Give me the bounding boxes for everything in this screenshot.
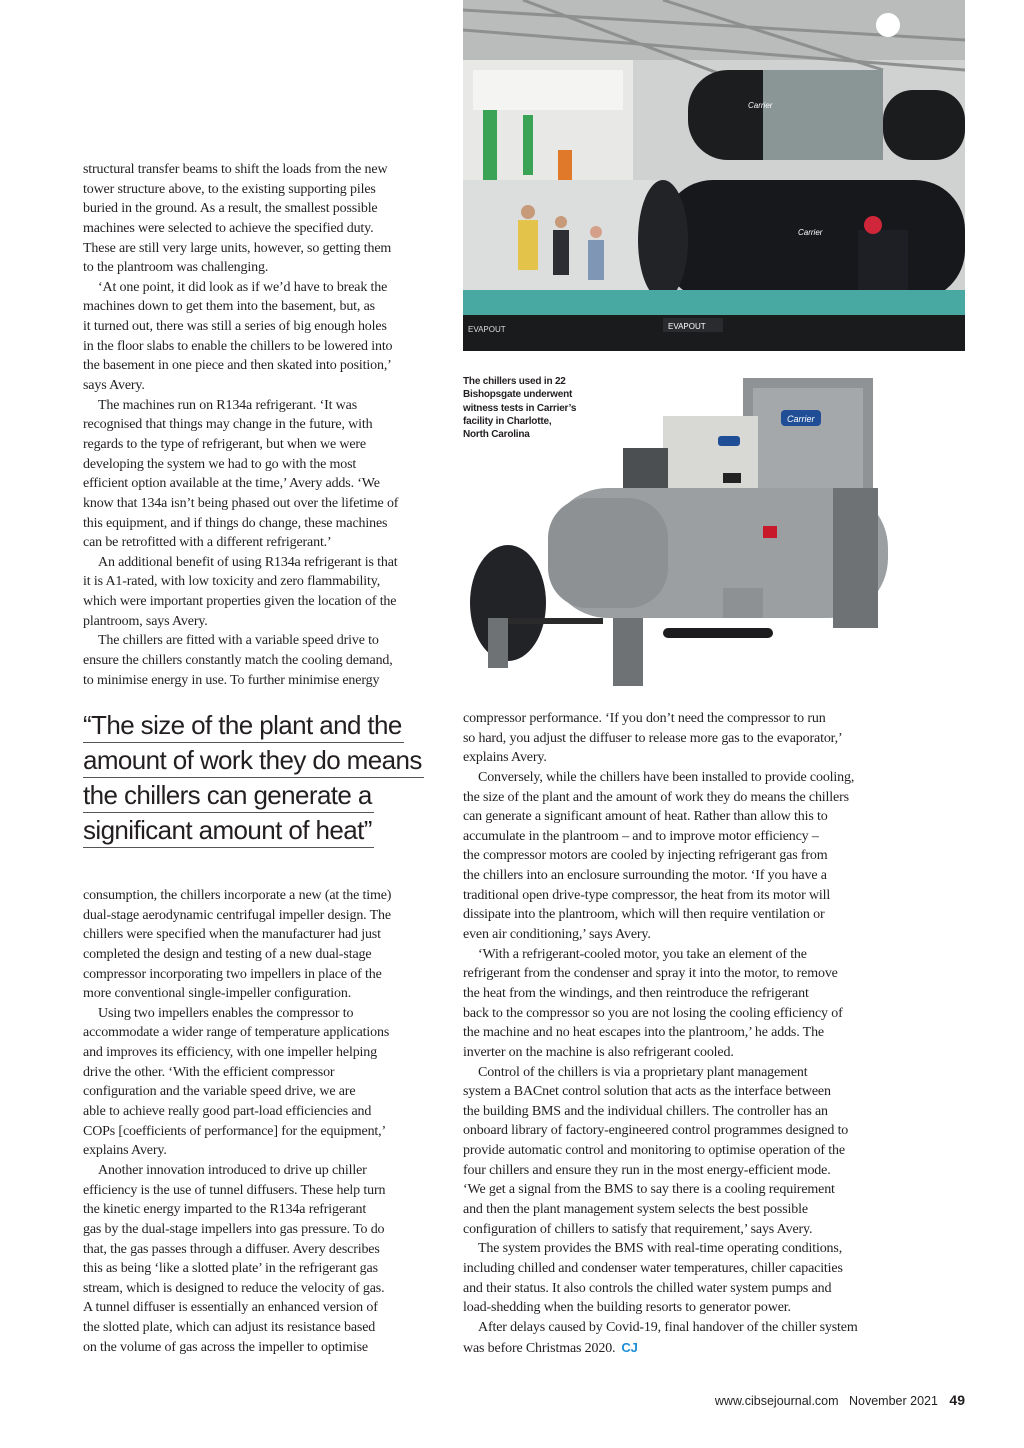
text-line bbox=[83, 396, 398, 416]
text-line bbox=[83, 278, 398, 298]
text-line bbox=[83, 572, 398, 592]
text-line bbox=[83, 1298, 391, 1318]
caption-line: witness tests in Carrier’s bbox=[463, 402, 577, 414]
text-line bbox=[463, 925, 858, 945]
text-line-content: traditional open drive-type compressor, the heat from its motor will bbox=[463, 887, 831, 903]
text-line-content: and improves its efficiency, with one impeller helping bbox=[83, 1045, 377, 1061]
text-line-content: the kinetic energy imparted to the R134a refrigerant bbox=[83, 1202, 367, 1218]
text-line-content: to the plantroom was challenging. bbox=[83, 260, 269, 276]
footer-issue: November 2021 bbox=[848, 1394, 938, 1408]
text-line-content: the chillers into an enclosure surrounding the motor. ‘If you have a bbox=[463, 868, 827, 884]
text-line bbox=[463, 1102, 858, 1122]
text-line bbox=[463, 748, 858, 768]
pull-quote-line: the chillers can generate a bbox=[83, 779, 374, 813]
text-line bbox=[463, 1023, 858, 1043]
text-line bbox=[83, 925, 391, 945]
page-footer bbox=[715, 1392, 965, 1408]
text-line-content: These are still very large units, however, so getting them bbox=[83, 240, 392, 256]
caption-line: Bishopsgate underwent bbox=[463, 389, 573, 401]
text-line bbox=[83, 984, 391, 1004]
text-line-content: buried in the ground. As a result, the smallest possible bbox=[83, 201, 378, 217]
text-line bbox=[463, 1043, 858, 1063]
text-line bbox=[83, 533, 398, 553]
text-line bbox=[83, 297, 398, 317]
text-line bbox=[83, 160, 398, 180]
text-line-content: dissipate into the plantroom, which will then require ventilation or bbox=[463, 907, 825, 923]
text-line bbox=[463, 905, 858, 925]
text-line-content: ‘We get a signal from the BMS to say there is a cooling requirement bbox=[463, 1182, 835, 1198]
caption-line: facility in Charlotte, bbox=[463, 415, 552, 427]
text-line bbox=[463, 846, 858, 866]
text-line-content: that, the gas passes through a diffuser. Avery describes bbox=[83, 1241, 380, 1257]
text-line bbox=[463, 1239, 858, 1259]
text-line-content: accumulate in the plantroom – and to improve motor efficiency – bbox=[463, 828, 819, 844]
article-column-left-top bbox=[83, 160, 398, 690]
footer-url[interactable]: www.cibsejournal.com bbox=[714, 1394, 839, 1408]
text-line-content: drive the other. ‘With the efficient compressor bbox=[83, 1064, 335, 1080]
text-line bbox=[463, 1259, 858, 1279]
text-line bbox=[463, 984, 858, 1004]
text-line bbox=[83, 317, 398, 337]
text-line-content: the machine and no heat escapes into the plantroom,’ he adds. The bbox=[463, 1025, 824, 1041]
text-line-content: efficient option available at the time,’ Avery adds. ‘We bbox=[83, 476, 380, 492]
text-line bbox=[83, 631, 398, 651]
text-line-content: ensure the chillers constantly match the cooling demand, bbox=[83, 653, 393, 669]
text-line-content: configuration and the variable speed drive, we are bbox=[83, 1084, 356, 1100]
text-line bbox=[83, 1043, 391, 1063]
text-line-content: to minimise energy in use. To further minimise energy bbox=[83, 672, 380, 688]
text-line bbox=[83, 671, 398, 691]
text-line bbox=[83, 651, 398, 671]
text-line-content: it is A1-rated, with low toxicity and zero flammability, bbox=[83, 574, 381, 590]
text-line-content: configuration of chillers to satisfy that requirement,’ says Avery. bbox=[463, 1221, 813, 1237]
text-line-content: recognised that things may change in the future, with bbox=[83, 417, 373, 433]
text-line bbox=[83, 1063, 391, 1083]
text-line bbox=[463, 886, 858, 906]
text-line bbox=[83, 965, 391, 985]
text-line bbox=[463, 1121, 858, 1141]
text-line bbox=[463, 709, 858, 729]
text-line-content: this equipment, and if things do change, these machines bbox=[83, 515, 388, 531]
text-line-content: on the volume of gas across the impeller to optimise bbox=[83, 1339, 368, 1355]
text-line-content: more conventional single-impeller configuration. bbox=[83, 986, 352, 1002]
text-line-content: back to the compressor so you are not losing the cooling efficiency of bbox=[463, 1005, 843, 1021]
pipe-label: EVAPOUT bbox=[468, 325, 506, 334]
chiller-brand-label: Carrier bbox=[787, 414, 815, 424]
text-line bbox=[83, 455, 398, 475]
text-line-content: machines down to get them into the basement, but, as bbox=[83, 299, 375, 315]
text-line-content: The chillers are fitted with a variable speed drive to bbox=[98, 633, 379, 649]
text-line-content: After delays caused by Covid-19, final handover of the chiller system bbox=[478, 1319, 858, 1335]
text-line bbox=[83, 1102, 391, 1122]
text-line-content: explains Avery. bbox=[83, 1143, 167, 1159]
text-line-content: the slotted plate, which can adjust its resistance based bbox=[83, 1320, 376, 1336]
text-line-content: stream, which is designed to reduce the velocity of gas. bbox=[83, 1280, 385, 1296]
text-line bbox=[83, 1161, 391, 1181]
pull-quote bbox=[83, 708, 424, 848]
caption-line: The chillers used in 22 bbox=[463, 376, 566, 387]
text-line-content: completed the design and testing of a new dual-stage bbox=[83, 946, 372, 962]
text-line-content: chillers were specified when the manufacturer had just bbox=[83, 927, 381, 943]
text-line bbox=[463, 1298, 858, 1318]
text-line-content: machines were selected to achieve the specified duty. bbox=[83, 220, 374, 236]
text-line-content: An additional benefit of using R134a refrigerant is that bbox=[98, 554, 398, 570]
text-line-content: can be retrofitted with a different refrigerant.’ bbox=[83, 535, 332, 551]
text-line-content: four chillers and ensure they run in the most energy-efficient mode. bbox=[463, 1162, 831, 1178]
text-line bbox=[83, 239, 398, 259]
text-line-content: COPs [coefficients of performance] for the equipment,’ bbox=[83, 1123, 387, 1139]
text-line-content: provide automatic control and monitoring to optimise operation of the bbox=[463, 1143, 845, 1159]
text-line bbox=[83, 1259, 391, 1279]
text-line bbox=[83, 553, 398, 573]
text-line-content: compressor performance. ‘If you don’t need the compressor to run bbox=[463, 711, 826, 726]
pull-quote-line: significant amount of heat” bbox=[83, 814, 374, 848]
text-line-content: the building BMS and the individual chillers. The controller has an bbox=[463, 1103, 828, 1119]
text-line-content: in the floor slabs to enable the chillers to be lowered into bbox=[83, 338, 393, 354]
text-line-content: gas by the dual-stage impellers into gas pressure. To do bbox=[83, 1221, 385, 1237]
text-line bbox=[463, 827, 858, 847]
text-line bbox=[83, 1338, 391, 1358]
text-line bbox=[83, 415, 398, 435]
text-line-content: even air conditioning,’ says Avery. bbox=[463, 927, 651, 943]
text-line bbox=[463, 1141, 858, 1161]
text-line bbox=[463, 1220, 858, 1240]
text-line-content: so hard, you adjust the diffuser to release more gas to the evaporator,’ bbox=[463, 730, 843, 746]
text-line bbox=[463, 1338, 858, 1358]
text-line-content: it turned out, there was still a series of big enough holes bbox=[83, 319, 387, 335]
text-line-content: A tunnel diffuser is essentially an enhanced version of bbox=[83, 1300, 378, 1316]
text-line bbox=[83, 474, 398, 494]
text-line-content: consumption, the chillers incorporate a new (at the time) bbox=[83, 888, 392, 903]
text-line-content: Another innovation introduced to drive up chiller bbox=[98, 1162, 367, 1178]
text-line-content: ‘With a refrigerant-cooled motor, you take an element of the bbox=[478, 946, 807, 962]
text-line-content: know that 134a isn’t being phased out over the lifetime of bbox=[83, 495, 399, 511]
text-line bbox=[83, 180, 398, 200]
pipe-label: EVAPOUT bbox=[668, 322, 706, 331]
text-line bbox=[83, 1122, 391, 1142]
text-line-content: can generate a significant amount of heat. Rather than allow this to bbox=[463, 809, 828, 825]
photo-caption bbox=[463, 375, 576, 441]
text-line-content: the basement in one piece and then skated into position,’ bbox=[83, 358, 392, 374]
text-line bbox=[463, 788, 858, 808]
text-line bbox=[83, 612, 398, 632]
text-line bbox=[83, 258, 398, 278]
text-line-content: Using two impellers enables the compressor to bbox=[98, 1005, 354, 1021]
text-line bbox=[463, 768, 858, 788]
text-line bbox=[83, 906, 391, 926]
text-line bbox=[463, 1318, 858, 1338]
article-column-right bbox=[463, 709, 858, 1357]
text-line bbox=[83, 494, 398, 514]
text-line-content: load-shedding when the building resorts to generator power. bbox=[463, 1300, 791, 1316]
text-line bbox=[83, 592, 398, 612]
text-line bbox=[83, 1141, 391, 1161]
text-line bbox=[463, 1279, 858, 1299]
text-line-content: system a BACnet control solution that acts as the interface between bbox=[463, 1084, 831, 1100]
pull-quote-line: “The size of the plant and the bbox=[83, 709, 404, 743]
text-line bbox=[83, 1004, 391, 1024]
article-column-left-bottom bbox=[83, 886, 391, 1357]
text-line-content: accommodate a wider range of temperature applications bbox=[83, 1025, 390, 1041]
text-line-content: dual-stage aerodynamic centrifugal impeller design. The bbox=[83, 907, 391, 923]
text-line bbox=[463, 1161, 858, 1181]
text-line bbox=[83, 1082, 391, 1102]
plantroom-photo bbox=[463, 0, 965, 351]
text-line-content: and their status. It also controls the chilled water system pumps and bbox=[463, 1280, 832, 1296]
text-line-content: the size of the plant and the amount of work they do means the chillers bbox=[463, 789, 849, 805]
text-line bbox=[463, 729, 858, 749]
text-line-content: this as being ‘like a slotted plate’ in the refrigerant gas bbox=[83, 1261, 378, 1277]
text-line-content: The system provides the BMS with real-time operating conditions, bbox=[478, 1241, 843, 1257]
text-line-content: the compressor motors are cooled by injecting refrigerant gas from bbox=[463, 848, 828, 864]
pull-quote-line: amount of work they do means bbox=[83, 744, 424, 778]
text-line-content: efficiency is the use of tunnel diffusers. These help turn bbox=[83, 1182, 386, 1198]
text-line bbox=[83, 1240, 391, 1260]
photo-brand-label: Carrier bbox=[798, 228, 823, 237]
text-line bbox=[463, 807, 858, 827]
text-line bbox=[83, 376, 398, 396]
text-line-content: the heat from the windings, and then reintroduce the refrigerant bbox=[463, 985, 809, 1001]
text-line-content: ‘At one point, it did look as if we’d have to break the bbox=[98, 279, 388, 295]
caption-line: North Carolina bbox=[463, 429, 530, 441]
text-line-content: Conversely, while the chillers have been installed to provide cooling, bbox=[478, 769, 855, 785]
text-line-content: plantroom, says Avery. bbox=[83, 613, 208, 629]
text-line-content: onboard library of factory-engineered control programmes designed to bbox=[463, 1123, 849, 1139]
text-line-content: was before Christmas 2020. bbox=[463, 1340, 616, 1356]
end-mark: CJ bbox=[621, 1339, 638, 1355]
text-line bbox=[83, 945, 391, 965]
text-line-content: including chilled and condenser water temperatures, chiller capacities bbox=[463, 1260, 843, 1276]
text-line-content: says Avery. bbox=[83, 378, 145, 394]
text-line bbox=[463, 1082, 858, 1102]
text-line-content: The machines run on R134a refrigerant. ‘It was bbox=[98, 397, 358, 413]
text-line-content: developing the system we had to go with the most bbox=[83, 456, 357, 472]
page-number: 49 bbox=[949, 1392, 965, 1408]
text-line-content: and then the plant management system selects the best possible bbox=[463, 1202, 808, 1218]
photo-brand-label: Carrier bbox=[748, 101, 773, 110]
text-line-content: explains Avery. bbox=[463, 750, 547, 766]
text-line bbox=[83, 1279, 391, 1299]
text-line-content: tower structure above, to the existing supporting piles bbox=[83, 181, 376, 197]
text-line-content: inverter on the machine is also refrigerant cooled. bbox=[463, 1044, 734, 1060]
text-line bbox=[83, 435, 398, 455]
text-line bbox=[463, 1063, 858, 1083]
text-line bbox=[463, 1004, 858, 1024]
text-line-content: refrigerant from the condenser and spray it into the motor, to remove bbox=[463, 966, 838, 982]
text-line bbox=[83, 356, 398, 376]
text-line bbox=[83, 1220, 391, 1240]
text-line bbox=[83, 337, 398, 357]
text-line-content: which were important properties given the location of the bbox=[83, 594, 397, 610]
text-line bbox=[83, 1023, 391, 1043]
text-line bbox=[463, 866, 858, 886]
text-line-content: regards to the type of refrigerant, but when we were bbox=[83, 436, 366, 452]
text-line-content: Control of the chillers is via a proprietary plant management bbox=[478, 1064, 808, 1080]
text-line bbox=[83, 219, 398, 239]
text-line bbox=[83, 1200, 391, 1220]
text-line-content: structural transfer beams to shift the loads from the new bbox=[83, 162, 388, 177]
text-line bbox=[463, 1180, 858, 1200]
text-line bbox=[83, 886, 391, 906]
text-line bbox=[463, 964, 858, 984]
text-line bbox=[83, 1318, 391, 1338]
text-line bbox=[463, 1200, 858, 1220]
text-line-content: able to achieve really good part-load efficiencies and bbox=[83, 1104, 372, 1120]
text-line bbox=[83, 199, 398, 219]
text-line bbox=[463, 945, 858, 965]
text-line bbox=[83, 514, 398, 534]
text-line-content: compressor incorporating two impellers in place of the bbox=[83, 966, 382, 982]
text-line bbox=[83, 1181, 391, 1201]
